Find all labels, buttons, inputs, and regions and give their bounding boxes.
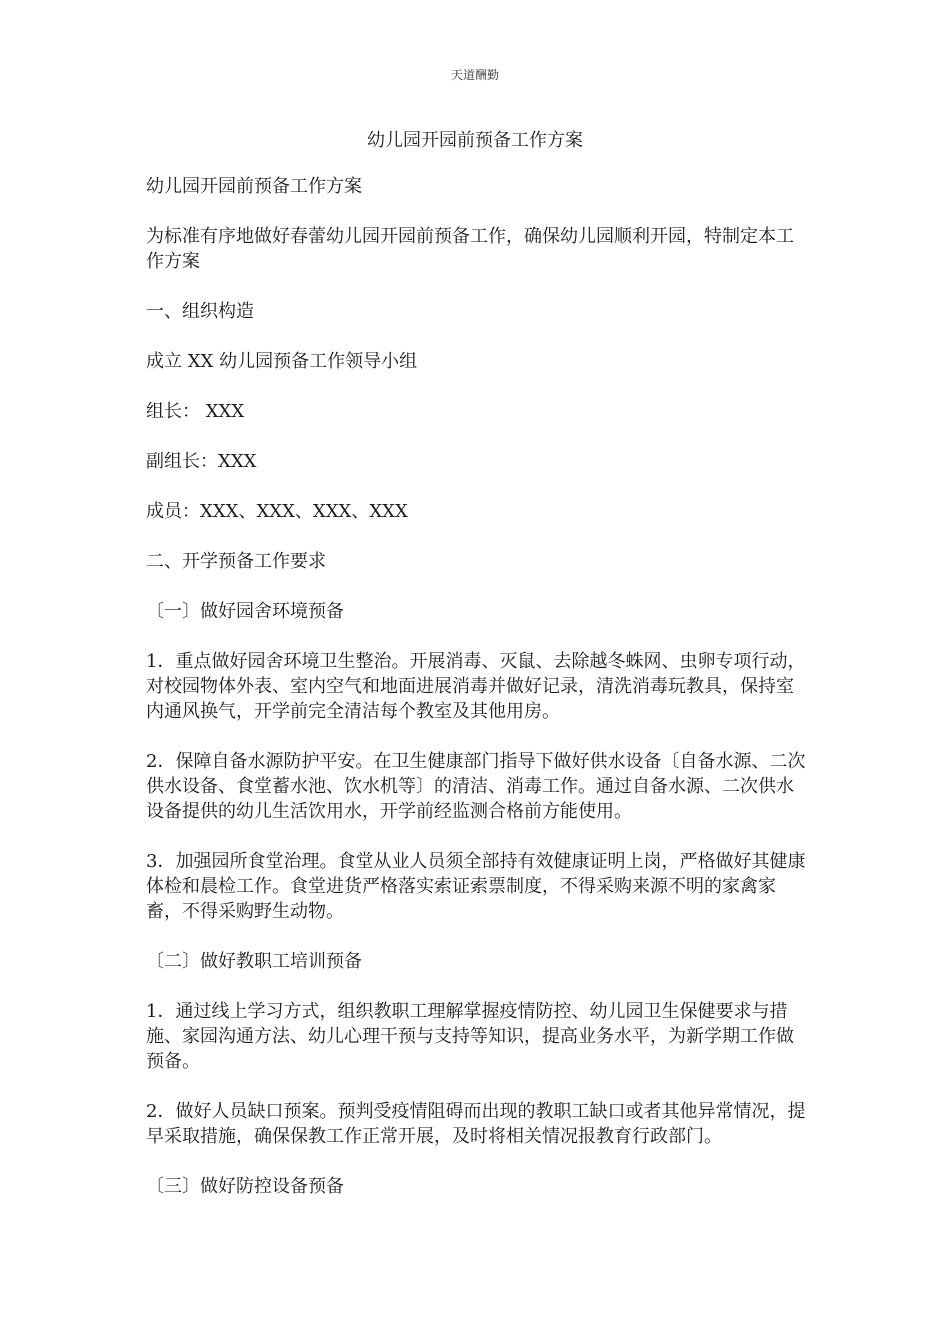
environment-item-1: 1．重点做好园舍环境卫生整治。开展消毒、灭鼠、去除越冬蛛网、虫卵专项行动，对校园物体外表、室内空气和地面进展消毒并做好记录，清洗消毒玩教具，保持室内通风换气，开学前完全清洁每个教室及其他用房。 <box>146 651 806 722</box>
deputy-leader-paragraph: 副组长：XXX <box>146 451 257 472</box>
intro-paragraph: 为标准有序地做好春蕾幼儿园开园前预备工作，确保幼儿园顺利开园，特制定本工作方案 <box>146 226 794 272</box>
section-heading-organization: 一、组织构造 <box>146 301 254 322</box>
subtitle-paragraph: 幼儿园开园前预备工作方案 <box>146 176 362 197</box>
leadership-group-paragraph: 成立 XX 幼儿园预备工作领导小组 <box>146 351 418 372</box>
page-header: 天道酬勤 <box>450 68 499 82</box>
section-heading-requirements: 二、开学预备工作要求 <box>146 551 326 572</box>
subsection-heading-environment: 〔一〕做好园舍环境预备 <box>146 601 344 622</box>
environment-item-2: 2．保障自备水源防护平安。在卫生健康部门指导下做好供水设备〔自备水源、二次供水设备、食堂蓄水池、饮水机等〕的清洁、消毒工作。通过自备水源、二次供水设备提供的幼儿生活饮用水，开学前经监测合格前方能使用。 <box>146 751 806 822</box>
training-item-1: 1．通过线上学习方式，组织教职工理解掌握疫情防控、幼儿园卫生保健要求与措施、家园沟通方法、幼儿心理干预与支持等知识，提高业务水平，为新学期工作做预备。 <box>146 1001 794 1072</box>
document-title: 幼儿园开园前预备工作方案 <box>367 130 583 151</box>
subsection-heading-training: 〔二〕做好教职工培训预备 <box>146 951 362 972</box>
training-item-2: 2．做好人员缺口预案。预判受疫情阻碍而出现的教职工缺口或者其他异常情况，提早采取措施，确保保教工作正常开展，及时将相关情况报教育行政部门。 <box>146 1101 806 1147</box>
subsection-heading-equipment: 〔三〕做好防控设备预备 <box>146 1176 344 1197</box>
document-body <box>146 174 806 1224</box>
members-paragraph: 成员：XXX、XXX、XXX、XXX <box>146 501 408 522</box>
environment-item-3: 3．加强园所食堂治理。食堂从业人员须全部持有效健康证明上岗，严格做好其健康体检和晨检工作。食堂进货严格落实索证索票制度，不得采购来源不明的家禽家畜，不得采购野生动物。 <box>146 851 806 922</box>
group-leader-paragraph: 组长： XXX <box>146 401 245 422</box>
